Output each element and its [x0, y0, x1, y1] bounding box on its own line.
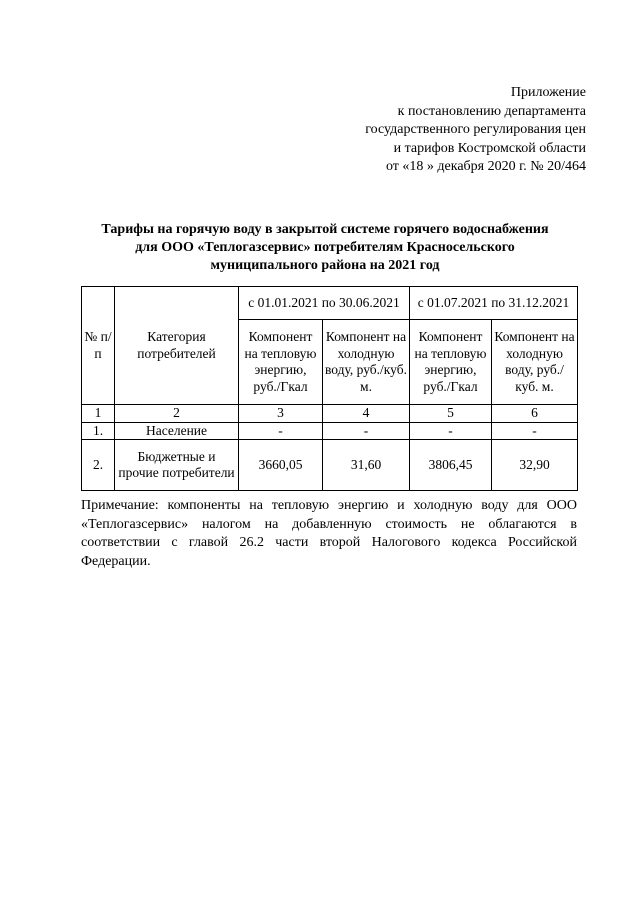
appendix-line-3: государственного регулирования цен	[365, 122, 586, 137]
header-period-2: с 01.07.2021 по 31.12.2021	[410, 287, 578, 320]
table-row	[82, 440, 578, 491]
row-number: 1.	[82, 422, 115, 440]
document-title	[60, 221, 590, 275]
cell-value: -	[492, 422, 578, 440]
appendix-line-4: и тарифов Костромской области	[393, 140, 586, 156]
table-row	[82, 422, 578, 440]
tariff-table	[81, 286, 578, 491]
column-number: 5	[410, 405, 492, 423]
column-number: 6	[492, 405, 578, 423]
row-number: 2.	[82, 440, 115, 491]
row-category: Бюджетные и прочие потребители	[115, 440, 239, 491]
header-heat-component-2: Компонент на тепловую энергию, руб./Гкал	[410, 320, 492, 405]
column-number: 2	[115, 405, 239, 423]
column-number: 1	[82, 405, 115, 423]
cell-value: -	[323, 422, 410, 440]
title-line-2: для ООО «Теплогазсервис» потребителям Красносельского	[135, 240, 515, 255]
header-period-1: с 01.01.2021 по 30.06.2021	[239, 287, 410, 320]
header-water-component-2: Компонент на холодную воду, руб./куб. м.	[492, 320, 578, 405]
column-number-row	[82, 405, 578, 423]
header-heat-component-1: Компонент на тепловую энергию, руб./Гкал	[239, 320, 323, 405]
title-line-1: Тарифы на горячую воду в закрытой системе горячего водоснабжения	[101, 222, 549, 237]
footnote: Примечание: компоненты на тепловую энергию и холодную воду для ООО «Теплогазсервис» налогом на добавленную стоимость не облагаются в соответствии с главой 26.2 части второй Налогового кодекса Российской Федерации.	[81, 498, 577, 569]
header-category: Категория потребителей	[115, 287, 239, 405]
appendix-line-1: Приложение	[510, 85, 586, 100]
appendix-line-2: к постановлению департамента	[397, 103, 586, 119]
cell-value: 32,90	[492, 440, 578, 491]
column-number: 4	[323, 405, 410, 423]
appendix-header	[365, 84, 586, 177]
title-line-3: муниципального района на 2021 год	[210, 258, 440, 273]
header-row-periods	[82, 287, 578, 320]
cell-value: 31,60	[323, 440, 410, 491]
cell-value: -	[239, 422, 323, 440]
cell-value: 3806,45	[410, 440, 492, 491]
row-category: Население	[115, 422, 239, 440]
cell-value: 3660,05	[239, 440, 323, 491]
column-number: 3	[239, 405, 323, 423]
cell-value: -	[410, 422, 492, 440]
header-number: № п/п	[82, 287, 115, 405]
appendix-line-5: от «18 » декабря 2020 г. № 20/464	[385, 159, 586, 174]
header-water-component-1: Компонент на холодную воду, руб./куб. м.	[323, 320, 410, 405]
